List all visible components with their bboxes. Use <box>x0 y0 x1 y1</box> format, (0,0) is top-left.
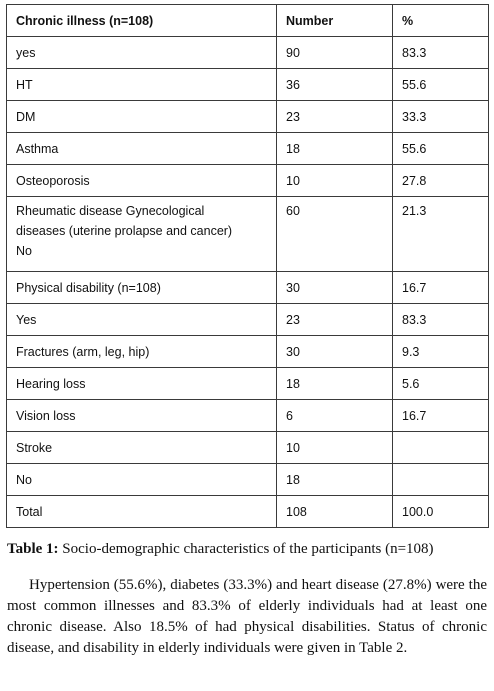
caption-label: Table 1: <box>7 541 59 557</box>
row-number: 60 <box>277 197 393 272</box>
row-number: 30 <box>277 336 393 368</box>
body-paragraph: Hypertension (55.6%), diabetes (33.3%) and heart disease (27.8%) were the most common illnesses and 83.3% of elderly individuals had at least one chronic disease. Also 18.5% of had physical disabilities. Status of chronic disease, and disability in elderly individuals were given in Table 2. <box>7 577 487 656</box>
row-percent: 27.8 <box>393 165 489 197</box>
row-percent <box>393 432 489 464</box>
header-chronic-illness: Chronic illness (n=108) <box>7 5 277 37</box>
row-percent: 16.7 <box>393 400 489 432</box>
row-percent: 5.6 <box>393 368 489 400</box>
table-row <box>7 336 489 368</box>
row-number: 18 <box>277 133 393 165</box>
row-label: Stroke <box>7 432 277 464</box>
row-number: 23 <box>277 304 393 336</box>
row-label: Osteoporosis <box>7 165 277 197</box>
row-percent: 83.3 <box>393 37 489 69</box>
header-number: Number <box>277 5 393 37</box>
row-percent: 16.7 <box>393 272 489 304</box>
table-row <box>7 432 489 464</box>
row-percent: 100.0 <box>393 496 489 528</box>
row-label: Asthma <box>7 133 277 165</box>
table-row <box>7 272 489 304</box>
table-caption <box>7 538 487 560</box>
row-label: DM <box>7 101 277 133</box>
row-number: 10 <box>277 432 393 464</box>
table-header-row <box>7 5 489 37</box>
row-number: 18 <box>277 368 393 400</box>
table-row <box>7 368 489 400</box>
row-percent: 9.3 <box>393 336 489 368</box>
row-percent: 55.6 <box>393 133 489 165</box>
row-percent: 83.3 <box>393 304 489 336</box>
table-row <box>7 101 489 133</box>
row-label: No <box>7 464 277 496</box>
row-percent <box>393 464 489 496</box>
row-percent: 55.6 <box>393 69 489 101</box>
row-label: Physical disability (n=108) <box>7 272 277 304</box>
caption-text: Socio-demographic characteristics of the participants (n=108) <box>58 541 434 557</box>
table-row <box>7 304 489 336</box>
row-label: yes <box>7 37 277 69</box>
row-label: Hearing loss <box>7 368 277 400</box>
row-label: HT <box>7 69 277 101</box>
table-row <box>7 69 489 101</box>
table-row <box>7 37 489 69</box>
row-label: Fractures (arm, leg, hip) <box>7 336 277 368</box>
header-percent: % <box>393 5 489 37</box>
table-row <box>7 464 489 496</box>
table-row <box>7 197 489 272</box>
row-number: 90 <box>277 37 393 69</box>
row-number: 23 <box>277 101 393 133</box>
row-label: Total <box>7 496 277 528</box>
row-label: Rheumatic disease Gynecological diseases (uterine prolapse and cancer) No <box>7 197 277 272</box>
row-number: 18 <box>277 464 393 496</box>
row-number: 108 <box>277 496 393 528</box>
row-label: Vision loss <box>7 400 277 432</box>
row-number: 6 <box>277 400 393 432</box>
row-label: Yes <box>7 304 277 336</box>
row-percent: 33.3 <box>393 101 489 133</box>
table-row-total <box>7 496 489 528</box>
row-number: 36 <box>277 69 393 101</box>
row-number: 10 <box>277 165 393 197</box>
table-row <box>7 165 489 197</box>
row-number: 30 <box>277 272 393 304</box>
table-row <box>7 400 489 432</box>
row-percent: 21.3 <box>393 197 489 272</box>
table-row <box>7 133 489 165</box>
chronic-illness-table <box>6 4 489 528</box>
